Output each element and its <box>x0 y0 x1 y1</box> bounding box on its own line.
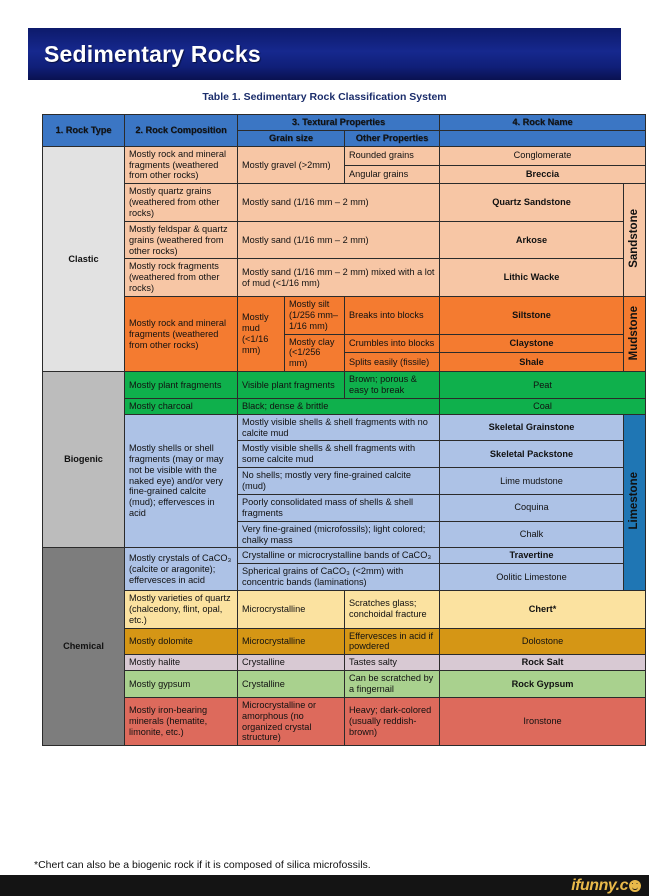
grain-size-conglomerate: Mostly gravel (>2mm) <box>238 146 345 184</box>
grain-size-arkose: Mostly sand (1/16 mm – 2 mm) <box>238 221 440 259</box>
texture-lime-mudstone: No shells; mostly very fine-grained calcite (mud) <box>238 468 440 495</box>
composition-coal: Mostly charcoal <box>125 398 238 414</box>
rock-name-breccia: Breccia <box>440 165 646 184</box>
grain-size-dolostone: Microcrystalline <box>238 628 345 655</box>
other-properties-shale: Splits easily (fissile) <box>345 353 440 372</box>
rock-name-rock-gypsum: Rock Gypsum <box>440 671 646 698</box>
rock-type-chemical: Chemical <box>43 548 125 746</box>
group-band-mudstone-label: Mudstone <box>628 305 640 360</box>
header-rock-type: 1. Rock Type <box>43 115 125 147</box>
table-footnote: *Chert can also be a biogenic rock if it is composed of silica microfossils. <box>34 859 371 871</box>
rock-name-chert: Chert* <box>440 590 646 628</box>
header-rock-name: 4. Rock Name <box>440 115 646 131</box>
rock-name-conglomerate: Conglomerate <box>440 146 646 165</box>
rock-name-arkose: Arkose <box>440 221 624 259</box>
texture-coquina: Poorly consolidated mass of shells & shell fragments <box>238 494 440 521</box>
other-properties-breccia: Angular grains <box>345 165 440 184</box>
other-properties-siltstone: Breaks into blocks <box>345 297 440 335</box>
table-row <box>43 590 646 628</box>
texture-skeletal-packstone: Mostly visible shells & shell fragments with some calcite mud <box>238 441 440 468</box>
other-properties-rock-salt: Tastes salty <box>345 655 440 671</box>
other-properties-conglomerate: Rounded grains <box>345 146 440 165</box>
ifunny-watermark <box>571 875 641 896</box>
rock-type-clastic: Clastic <box>43 146 125 371</box>
composition-rock-gypsum: Mostly gypsum <box>125 671 238 698</box>
table-row <box>43 655 646 671</box>
composition-dolostone: Mostly dolomite <box>125 628 238 655</box>
rock-name-skeletal-packstone: Skeletal Packstone <box>440 441 624 468</box>
rock-name-rock-salt: Rock Salt <box>440 655 646 671</box>
rock-name-quartz-sandstone: Quartz Sandstone <box>440 184 624 222</box>
texture-chalk: Very fine-grained (microfossils); light colored; chalky mass <box>238 521 440 548</box>
table-row <box>43 414 646 441</box>
header-textural-properties: 3. Textural Properties <box>238 115 440 131</box>
rock-name-coal: Coal <box>440 398 646 414</box>
grain-size-coal: Black; dense & brittle <box>238 398 440 414</box>
rock-name-coquina: Coquina <box>440 494 624 521</box>
table-row <box>43 628 646 655</box>
table-row <box>43 259 646 297</box>
classification-table-wrapper <box>42 114 645 746</box>
table-row <box>43 398 646 414</box>
composition-arkose: Mostly feldspar & quartz grains (weathered from other rocks) <box>125 221 238 259</box>
rock-name-chalk: Chalk <box>440 521 624 548</box>
sedimentary-rock-classification-table <box>42 114 646 746</box>
composition-ironstone: Mostly iron-bearing minerals (hematite, limonite, etc.) <box>125 697 238 745</box>
other-properties-chert: Scratches glass; conchoidal fracture <box>345 590 440 628</box>
group-band-limestone <box>624 414 646 590</box>
table-row <box>43 548 646 564</box>
texture-oolitic-limestone: Spherical grains of CaCO₃ (<2mm) with concentric bands (laminations) <box>238 564 440 591</box>
table-row <box>43 184 646 222</box>
composition-lithic-wacke: Mostly rock fragments (weathered from other rocks) <box>125 259 238 297</box>
group-band-sandstone <box>624 184 646 297</box>
table-row <box>43 697 646 745</box>
banner-title: Sedimentary Rocks <box>44 40 261 67</box>
texture-travertine: Crystalline or microcrystalline bands of CaCO₃ <box>238 548 440 564</box>
composition-conglomerate: Mostly rock and mineral fragments (weathered from other rocks) <box>125 146 238 184</box>
composition-peat: Mostly plant fragments <box>125 372 238 399</box>
composition-mudstone-group: Mostly rock and mineral fragments (weathered from other rocks) <box>125 297 238 372</box>
rock-name-claystone: Claystone <box>440 334 624 353</box>
smiley-icon <box>629 880 641 892</box>
group-band-sandstone-label: Sandstone <box>628 209 640 269</box>
grain-size-rock-gypsum: Crystalline <box>238 671 345 698</box>
header-grain-size: Grain size <box>238 130 345 146</box>
ifunny-watermark-text: ifunny.c <box>571 876 628 894</box>
other-properties-ironstone: Heavy; dark-colored (usually reddish-brown) <box>345 697 440 745</box>
other-properties-rock-gypsum: Can be scratched by a fingernail <box>345 671 440 698</box>
bottom-bar <box>0 875 649 896</box>
texture-skeletal-grainstone: Mostly visible shells & shell fragments with no calcite mud <box>238 414 440 441</box>
table-row <box>43 671 646 698</box>
header-rock-name-spacer <box>440 130 646 146</box>
page-banner <box>28 28 621 80</box>
rock-name-skeletal-grainstone: Skeletal Grainstone <box>440 414 624 441</box>
grain-size-chert: Microcrystalline <box>238 590 345 628</box>
composition-caco3-group: Mostly crystals of CaCO₃ (calcite or aragonite); effervesces in acid <box>125 548 238 591</box>
header-rock-composition: 2. Rock Composition <box>125 115 238 147</box>
grain-size-peat: Visible plant fragments <box>238 372 345 399</box>
sub-grain-claystone: Mostly clay (<1/256 mm) <box>285 334 345 372</box>
composition-limestone-group: Mostly shells or shell fragments (may or may not be visible with the naked eye) and/or very fine-grained calcite (mud); effervesces in acid <box>125 414 238 548</box>
composition-quartz-sandstone: Mostly quartz grains (weathered from other rocks) <box>125 184 238 222</box>
header-other-properties: Other Properties <box>345 130 440 146</box>
table-header-row-1 <box>43 115 646 131</box>
other-properties-dolostone: Effervesces in acid if powdered <box>345 628 440 655</box>
composition-rock-salt: Mostly halite <box>125 655 238 671</box>
grain-size-mudstone-group: Mostly mud (<1/16 mm) <box>238 297 285 372</box>
grain-size-rock-salt: Crystalline <box>238 655 345 671</box>
table-caption: Table 1. Sedimentary Rock Classification System <box>202 91 447 103</box>
rock-name-ironstone: Ironstone <box>440 697 646 745</box>
rock-name-oolitic-limestone: Oolitic Limestone <box>440 564 624 591</box>
rock-name-lime-mudstone: Lime mudstone <box>440 468 624 495</box>
table-row <box>43 372 646 399</box>
composition-chert: Mostly varieties of quartz (chalcedony, flint, opal, etc.) <box>125 590 238 628</box>
other-properties-claystone: Crumbles into blocks <box>345 334 440 353</box>
rock-name-travertine: Travertine <box>440 548 624 564</box>
table-row <box>43 146 646 165</box>
rock-name-siltstone: Siltstone <box>440 297 624 335</box>
group-band-limestone-label: Limestone <box>628 472 640 530</box>
grain-size-lithic-wacke: Mostly sand (1/16 mm – 2 mm) mixed with a lot of mud (<1/16 mm) <box>238 259 440 297</box>
rock-name-lithic-wacke: Lithic Wacke <box>440 259 624 297</box>
rock-name-dolostone: Dolostone <box>440 628 646 655</box>
other-properties-peat: Brown; porous & easy to break <box>345 372 440 399</box>
grain-size-quartz-sandstone: Mostly sand (1/16 mm – 2 mm) <box>238 184 440 222</box>
table-row <box>43 221 646 259</box>
sub-grain-siltstone: Mostly silt (1/256 mm–1/16 mm) <box>285 297 345 335</box>
rock-name-peat: Peat <box>440 372 646 399</box>
rock-type-biogenic: Biogenic <box>43 372 125 548</box>
grain-size-ironstone: Microcrystalline or amorphous (no organized crystal structure) <box>238 697 345 745</box>
group-band-mudstone <box>624 297 646 372</box>
rock-name-shale: Shale <box>440 353 624 372</box>
